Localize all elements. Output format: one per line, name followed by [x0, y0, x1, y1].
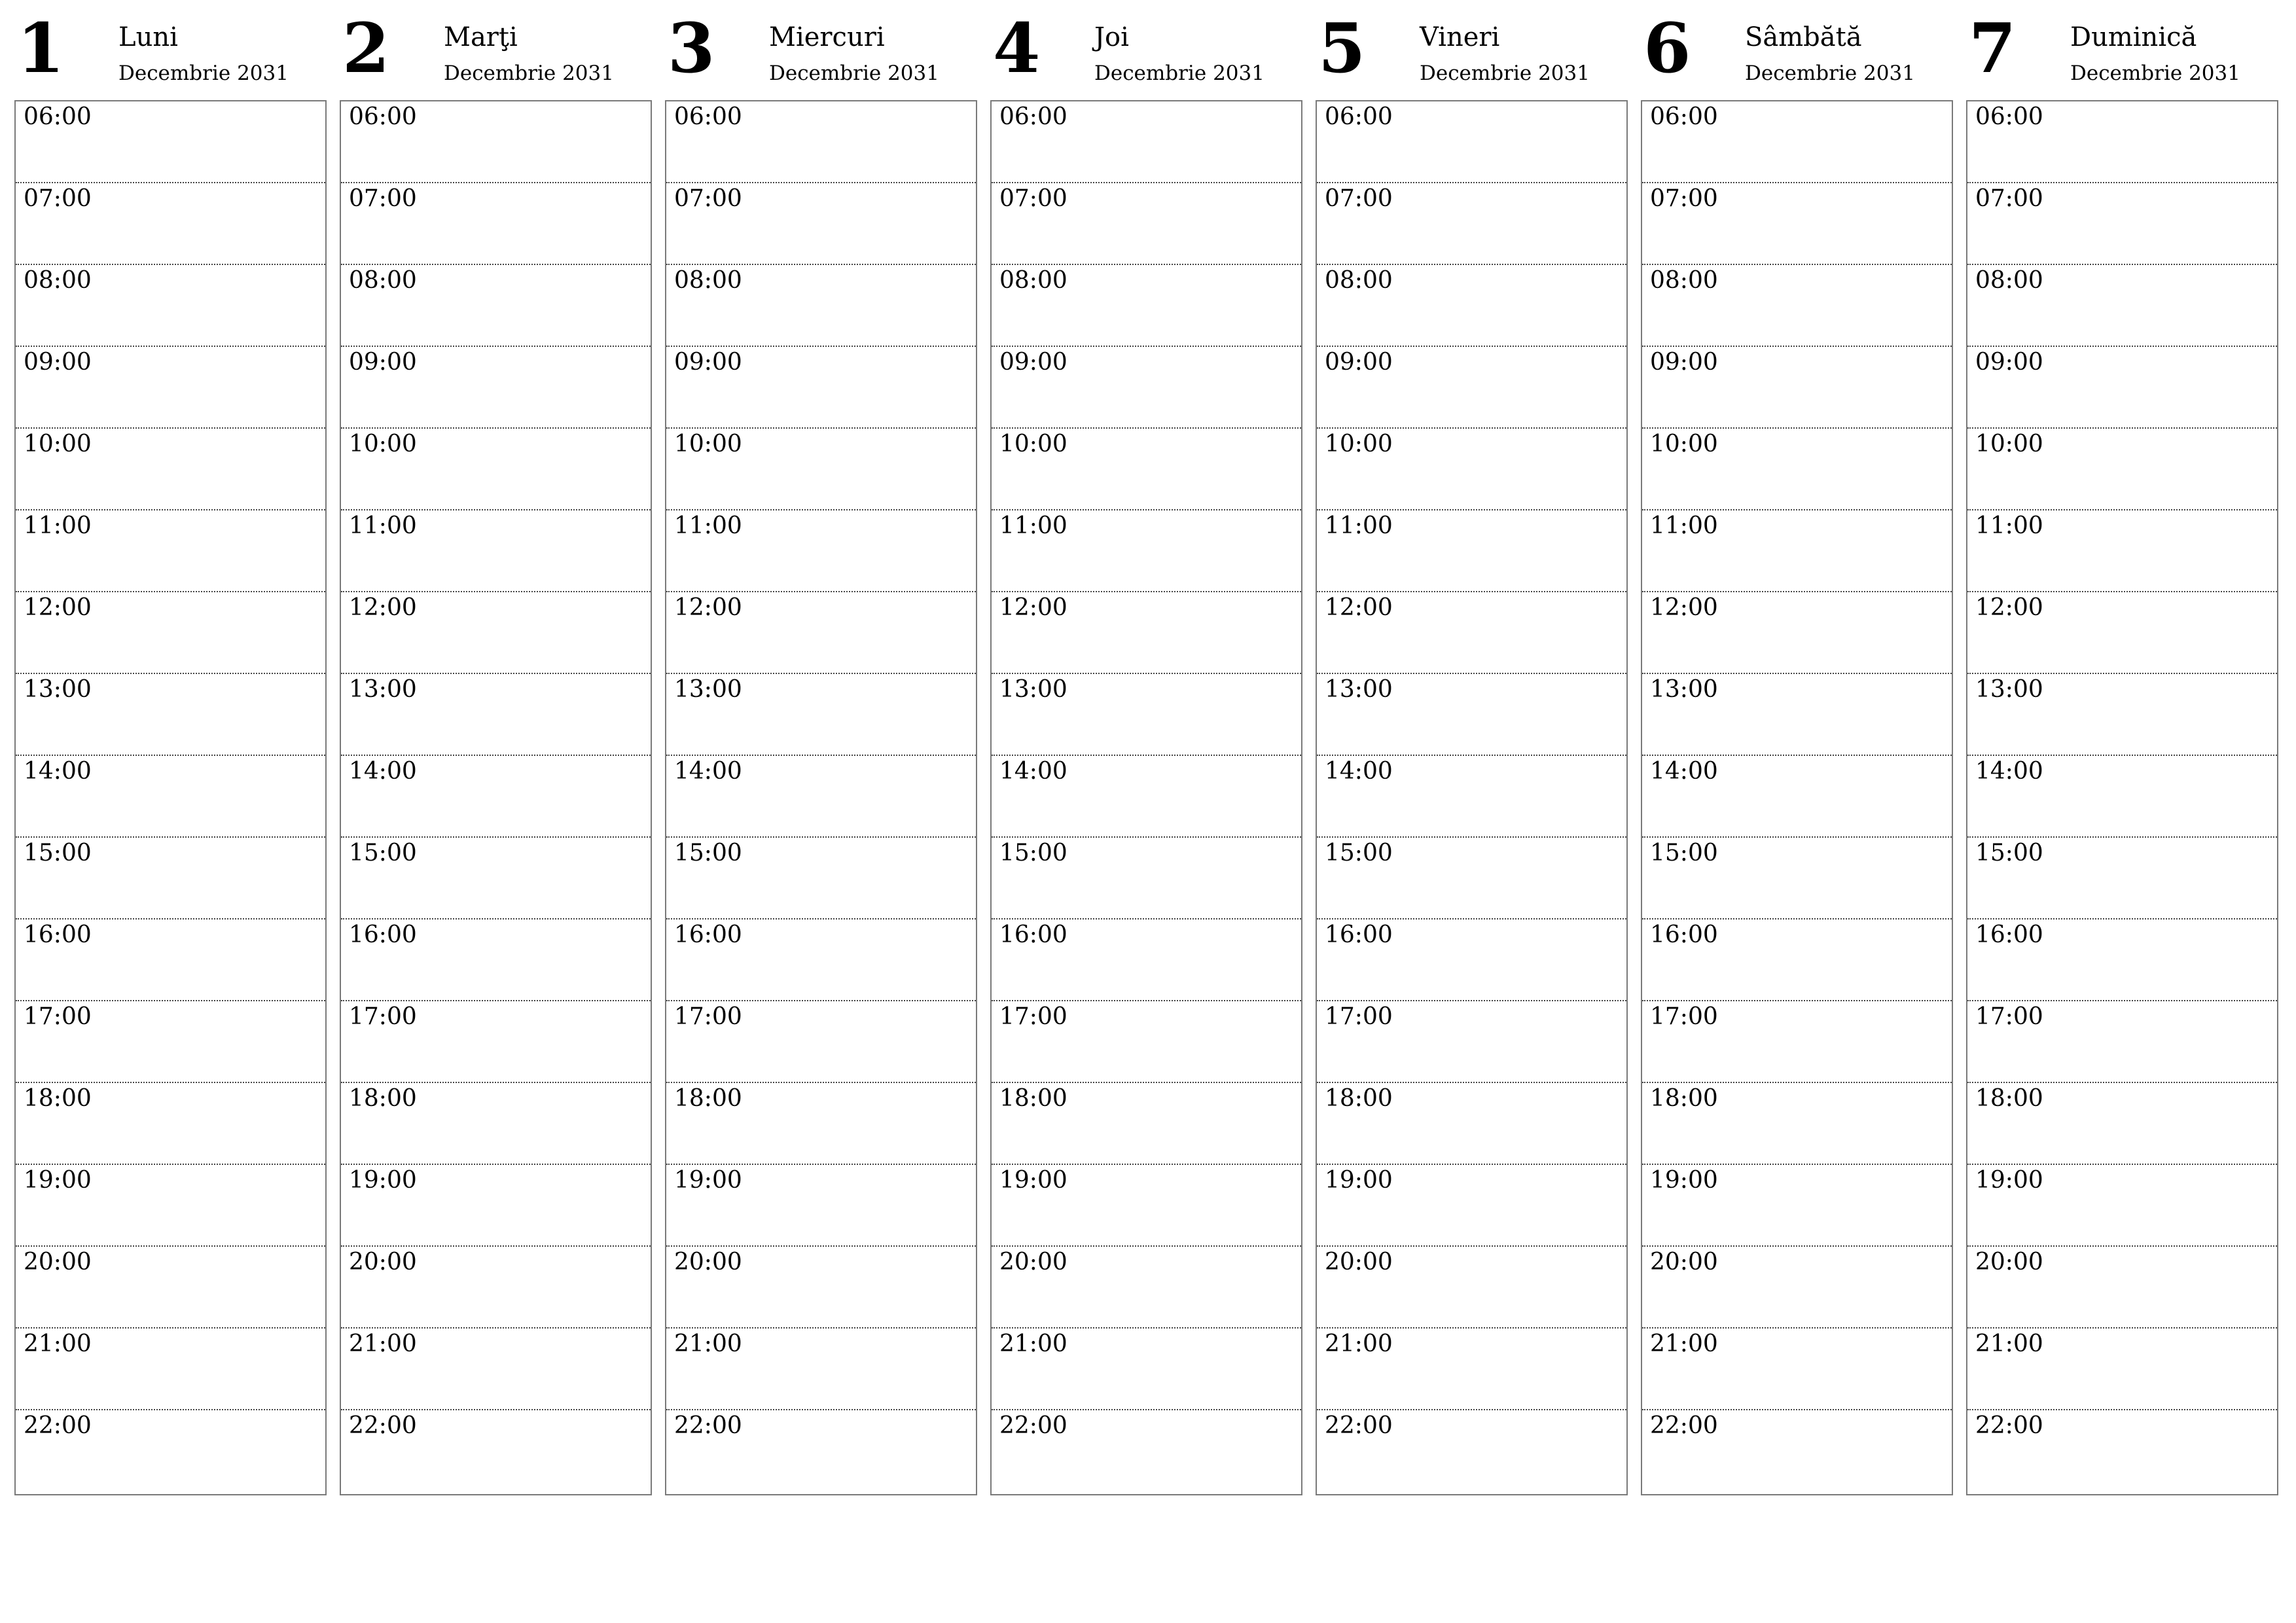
time-slot-label: 20:00 — [1650, 1249, 1718, 1275]
time-slot-label: 18:00 — [674, 1085, 742, 1112]
time-slot-label: 21:00 — [999, 1330, 1067, 1357]
day-name: Joi — [1094, 22, 1129, 52]
time-slot-label: 18:00 — [349, 1085, 417, 1112]
time-slot[interactable] — [1642, 674, 1952, 756]
time-slot-label: 10:00 — [1325, 431, 1393, 457]
time-slot-label: 18:00 — [1650, 1085, 1718, 1112]
time-slot[interactable] — [16, 1083, 325, 1165]
day-schedule-box — [14, 100, 327, 1495]
time-slot-label: 20:00 — [24, 1249, 92, 1275]
time-slot[interactable] — [341, 1247, 651, 1329]
time-slot-label: 09:00 — [999, 349, 1067, 376]
time-slot[interactable] — [1967, 838, 2277, 919]
time-slot[interactable] — [1642, 183, 1952, 265]
time-slot-label: 08:00 — [1975, 267, 2043, 294]
time-slot[interactable] — [1967, 1001, 2277, 1083]
time-slot[interactable] — [666, 101, 976, 183]
time-slot-label: 11:00 — [24, 512, 92, 539]
time-slot[interactable] — [666, 1410, 976, 1492]
time-slot[interactable] — [1317, 1329, 1626, 1410]
day-column — [1966, 0, 2278, 1499]
time-slot-label: 22:00 — [349, 1412, 417, 1439]
time-slot-label: 22:00 — [674, 1412, 742, 1439]
time-slot[interactable] — [16, 1247, 325, 1329]
time-slot[interactable] — [341, 838, 651, 919]
time-slot-label: 09:00 — [24, 349, 92, 376]
time-slot-label: 15:00 — [1325, 840, 1393, 866]
time-slot[interactable] — [1317, 919, 1626, 1001]
time-slot[interactable] — [16, 101, 325, 183]
time-slot-label: 12:00 — [1650, 594, 1718, 621]
time-slot-label: 09:00 — [1650, 349, 1718, 376]
time-slot-label: 15:00 — [24, 840, 92, 866]
time-slot[interactable] — [666, 756, 976, 838]
time-slot[interactable] — [1642, 1165, 1952, 1247]
day-month-year: Decembrie 2031 — [2070, 62, 2240, 85]
day-number: 5 — [1318, 8, 1366, 88]
time-slot-label: 20:00 — [349, 1249, 417, 1275]
time-slot-label: 17:00 — [1650, 1003, 1718, 1030]
time-slot-label: 08:00 — [24, 267, 92, 294]
time-slot-label: 18:00 — [24, 1085, 92, 1112]
time-slot[interactable] — [992, 101, 1301, 183]
time-slot-label: 06:00 — [349, 103, 417, 130]
time-slot[interactable] — [666, 674, 976, 756]
time-slot-label: 10:00 — [999, 431, 1067, 457]
time-slot-label: 11:00 — [999, 512, 1067, 539]
time-slot-label: 10:00 — [1975, 431, 2043, 457]
time-slot-label: 10:00 — [349, 431, 417, 457]
time-slot-label: 15:00 — [1975, 840, 2043, 866]
time-slot-label: 08:00 — [1325, 267, 1393, 294]
time-slot[interactable] — [1642, 592, 1952, 674]
time-slot[interactable] — [1317, 1410, 1626, 1492]
time-slot-label: 19:00 — [1325, 1167, 1393, 1194]
day-schedule-box — [1316, 100, 1628, 1495]
day-schedule-box — [665, 100, 977, 1495]
time-slot-label: 13:00 — [999, 676, 1067, 703]
time-slot[interactable] — [1642, 429, 1952, 510]
time-slot[interactable] — [16, 1410, 325, 1492]
time-slot-label: 10:00 — [24, 431, 92, 457]
time-slot[interactable] — [1642, 101, 1952, 183]
weekly-planner — [14, 0, 2282, 1499]
time-slot[interactable] — [1317, 265, 1626, 347]
time-slot[interactable] — [341, 1329, 651, 1410]
time-slot-label: 12:00 — [349, 594, 417, 621]
time-slot-label: 15:00 — [999, 840, 1067, 866]
time-slot-label: 11:00 — [1325, 512, 1393, 539]
time-slot[interactable] — [1967, 1083, 2277, 1165]
time-slot[interactable] — [1642, 347, 1952, 429]
time-slot[interactable] — [992, 674, 1301, 756]
time-slot-label: 17:00 — [674, 1003, 742, 1030]
time-slot-label: 19:00 — [674, 1167, 742, 1194]
time-slot[interactable] — [341, 1410, 651, 1492]
time-slot[interactable] — [1317, 1247, 1626, 1329]
time-slot-label: 21:00 — [1650, 1330, 1718, 1357]
time-slot-label: 15:00 — [674, 840, 742, 866]
time-slot-label: 13:00 — [24, 676, 92, 703]
day-number: 2 — [342, 8, 390, 88]
time-slot[interactable] — [16, 429, 325, 510]
time-slot[interactable] — [16, 674, 325, 756]
time-slot[interactable] — [992, 183, 1301, 265]
time-slot-label: 17:00 — [24, 1003, 92, 1030]
time-slot[interactable] — [666, 183, 976, 265]
time-slot[interactable] — [1967, 1329, 2277, 1410]
time-slot-label: 08:00 — [999, 267, 1067, 294]
time-slot-label: 16:00 — [1975, 921, 2043, 948]
time-slot-label: 12:00 — [24, 594, 92, 621]
time-slot[interactable] — [992, 592, 1301, 674]
time-slot[interactable] — [16, 1165, 325, 1247]
day-schedule-box — [990, 100, 1302, 1495]
day-column — [1641, 0, 1953, 1499]
day-column — [990, 0, 1302, 1499]
time-slot-label: 06:00 — [24, 103, 92, 130]
day-number: 1 — [17, 8, 65, 88]
time-slot[interactable] — [1642, 1083, 1952, 1165]
time-slot-label: 18:00 — [1325, 1085, 1393, 1112]
time-slot-label: 12:00 — [1975, 594, 2043, 621]
day-name: Miercuri — [769, 22, 885, 52]
day-month-year: Decembrie 2031 — [769, 62, 939, 85]
time-slot-label: 21:00 — [349, 1330, 417, 1357]
time-slot[interactable] — [666, 429, 976, 510]
day-name: Duminică — [2070, 22, 2197, 52]
day-number: 7 — [1969, 8, 2017, 88]
time-slot-label: 16:00 — [1325, 921, 1393, 948]
time-slot[interactable] — [666, 1165, 976, 1247]
time-slot-label: 07:00 — [674, 185, 742, 212]
time-slot-label: 19:00 — [999, 1167, 1067, 1194]
time-slot-label: 14:00 — [349, 758, 417, 785]
time-slot[interactable] — [341, 756, 651, 838]
time-slot[interactable] — [16, 183, 325, 265]
time-slot-label: 08:00 — [349, 267, 417, 294]
time-slot[interactable] — [16, 265, 325, 347]
time-slot[interactable] — [1967, 429, 2277, 510]
time-slot-label: 22:00 — [1975, 1412, 2043, 1439]
time-slot-label: 20:00 — [1975, 1249, 2043, 1275]
day-column — [14, 0, 327, 1499]
time-slot[interactable] — [16, 592, 325, 674]
time-slot[interactable] — [1317, 510, 1626, 592]
time-slot-label: 14:00 — [1325, 758, 1393, 785]
time-slot-label: 09:00 — [674, 349, 742, 376]
time-slot-label: 06:00 — [1325, 103, 1393, 130]
day-name: Sâmbătă — [1745, 22, 1862, 52]
time-slot[interactable] — [1317, 592, 1626, 674]
time-slot-label: 21:00 — [24, 1330, 92, 1357]
time-slot[interactable] — [341, 101, 651, 183]
time-slot[interactable] — [1642, 838, 1952, 919]
time-slot[interactable] — [1317, 101, 1626, 183]
day-column — [1316, 0, 1628, 1499]
time-slot-label: 18:00 — [999, 1085, 1067, 1112]
time-slot[interactable] — [666, 838, 976, 919]
day-number: 3 — [668, 8, 715, 88]
time-slot[interactable] — [1642, 756, 1952, 838]
time-slot-label: 08:00 — [674, 267, 742, 294]
day-column — [665, 0, 977, 1499]
time-slot[interactable] — [16, 919, 325, 1001]
time-slot[interactable] — [341, 1083, 651, 1165]
time-slot-label: 16:00 — [999, 921, 1067, 948]
time-slot-label: 20:00 — [1325, 1249, 1393, 1275]
time-slot[interactable] — [992, 1329, 1301, 1410]
time-slot-label: 21:00 — [1975, 1330, 2043, 1357]
time-slot[interactable] — [1642, 919, 1952, 1001]
time-slot-label: 21:00 — [674, 1330, 742, 1357]
time-slot-label: 14:00 — [674, 758, 742, 785]
time-slot-label: 12:00 — [674, 594, 742, 621]
time-slot-label: 06:00 — [1650, 103, 1718, 130]
time-slot[interactable] — [1317, 1165, 1626, 1247]
time-slot[interactable] — [992, 1001, 1301, 1083]
time-slot-label: 18:00 — [1975, 1085, 2043, 1112]
time-slot-label: 14:00 — [24, 758, 92, 785]
time-slot[interactable] — [992, 347, 1301, 429]
time-slot-label: 17:00 — [1975, 1003, 2043, 1030]
day-month-year: Decembrie 2031 — [1094, 62, 1265, 85]
day-schedule-box — [1641, 100, 1953, 1495]
time-slot-label: 22:00 — [1650, 1412, 1718, 1439]
time-slot-label: 11:00 — [674, 512, 742, 539]
time-slot-label: 14:00 — [999, 758, 1067, 785]
time-slot-label: 20:00 — [999, 1249, 1067, 1275]
time-slot[interactable] — [1317, 347, 1626, 429]
time-slot-label: 07:00 — [1650, 185, 1718, 212]
day-name: Marţi — [444, 22, 518, 52]
time-slot-label: 17:00 — [349, 1003, 417, 1030]
time-slot-label: 19:00 — [1650, 1167, 1718, 1194]
time-slot[interactable] — [1967, 1165, 2277, 1247]
time-slot[interactable] — [16, 510, 325, 592]
time-slot-label: 06:00 — [674, 103, 742, 130]
time-slot[interactable] — [1967, 347, 2277, 429]
time-slot[interactable] — [1967, 101, 2277, 183]
time-slot[interactable] — [1317, 674, 1626, 756]
time-slot[interactable] — [992, 1083, 1301, 1165]
time-slot[interactable] — [341, 265, 651, 347]
time-slot-label: 22:00 — [24, 1412, 92, 1439]
time-slot[interactable] — [341, 183, 651, 265]
time-slot-label: 20:00 — [674, 1249, 742, 1275]
time-slot[interactable] — [16, 838, 325, 919]
time-slot-label: 09:00 — [1975, 349, 2043, 376]
time-slot[interactable] — [1967, 674, 2277, 756]
time-slot[interactable] — [341, 674, 651, 756]
day-number: 6 — [1643, 8, 1691, 88]
time-slot-label: 13:00 — [1650, 676, 1718, 703]
time-slot-label: 16:00 — [1650, 921, 1718, 948]
time-slot-label: 13:00 — [1975, 676, 2043, 703]
time-slot-label: 16:00 — [674, 921, 742, 948]
time-slot-label: 16:00 — [349, 921, 417, 948]
time-slot-label: 09:00 — [1325, 349, 1393, 376]
time-slot-label: 17:00 — [1325, 1003, 1393, 1030]
day-month-year: Decembrie 2031 — [444, 62, 614, 85]
time-slot[interactable] — [1317, 1001, 1626, 1083]
time-slot[interactable] — [992, 756, 1301, 838]
time-slot-label: 07:00 — [24, 185, 92, 212]
time-slot[interactable] — [992, 429, 1301, 510]
day-number: 4 — [993, 8, 1041, 88]
day-schedule-box — [1966, 100, 2278, 1495]
day-schedule-box — [340, 100, 652, 1495]
time-slot-label: 07:00 — [349, 185, 417, 212]
day-month-year: Decembrie 2031 — [118, 62, 289, 85]
time-slot[interactable] — [1967, 183, 2277, 265]
time-slot[interactable] — [341, 1165, 651, 1247]
time-slot[interactable] — [1642, 1410, 1952, 1492]
time-slot[interactable] — [1317, 838, 1626, 919]
time-slot-label: 12:00 — [999, 594, 1067, 621]
day-name: Luni — [118, 22, 178, 52]
time-slot[interactable] — [341, 510, 651, 592]
time-slot[interactable] — [666, 1329, 976, 1410]
time-slot[interactable] — [666, 265, 976, 347]
time-slot[interactable] — [1967, 510, 2277, 592]
time-slot-label: 15:00 — [349, 840, 417, 866]
time-slot[interactable] — [1317, 429, 1626, 510]
time-slot[interactable] — [666, 919, 976, 1001]
time-slot[interactable] — [666, 347, 976, 429]
time-slot[interactable] — [992, 1247, 1301, 1329]
time-slot-label: 13:00 — [349, 676, 417, 703]
time-slot-label: 09:00 — [349, 349, 417, 376]
time-slot-label: 15:00 — [1650, 840, 1718, 866]
time-slot-label: 11:00 — [1650, 512, 1718, 539]
time-slot[interactable] — [666, 1083, 976, 1165]
time-slot-label: 14:00 — [1650, 758, 1718, 785]
time-slot[interactable] — [992, 919, 1301, 1001]
time-slot[interactable] — [16, 347, 325, 429]
day-name: Vineri — [1420, 22, 1500, 52]
time-slot-label: 21:00 — [1325, 1330, 1393, 1357]
time-slot[interactable] — [1642, 510, 1952, 592]
time-slot[interactable] — [1317, 183, 1626, 265]
time-slot[interactable] — [1317, 756, 1626, 838]
time-slot[interactable] — [1967, 1410, 2277, 1492]
day-month-year: Decembrie 2031 — [1745, 62, 1915, 85]
time-slot[interactable] — [16, 1001, 325, 1083]
time-slot[interactable] — [341, 1001, 651, 1083]
time-slot[interactable] — [341, 429, 651, 510]
time-slot-label: 06:00 — [1975, 103, 2043, 130]
time-slot-label: 10:00 — [1650, 431, 1718, 457]
time-slot-label: 07:00 — [1975, 185, 2043, 212]
time-slot[interactable] — [992, 265, 1301, 347]
time-slot[interactable] — [666, 1001, 976, 1083]
time-slot[interactable] — [1967, 919, 2277, 1001]
time-slot-label: 07:00 — [1325, 185, 1393, 212]
time-slot[interactable] — [1317, 1083, 1626, 1165]
time-slot[interactable] — [992, 1410, 1301, 1492]
time-slot-label: 10:00 — [674, 431, 742, 457]
time-slot-label: 19:00 — [349, 1167, 417, 1194]
time-slot-label: 16:00 — [24, 921, 92, 948]
time-slot[interactable] — [341, 919, 651, 1001]
time-slot[interactable] — [16, 1329, 325, 1410]
time-slot[interactable] — [1967, 592, 2277, 674]
time-slot-label: 22:00 — [1325, 1412, 1393, 1439]
time-slot[interactable] — [1967, 756, 2277, 838]
time-slot-label: 11:00 — [349, 512, 417, 539]
time-slot-label: 13:00 — [1325, 676, 1393, 703]
time-slot-label: 06:00 — [999, 103, 1067, 130]
time-slot-label: 19:00 — [1975, 1167, 2043, 1194]
time-slot-label: 11:00 — [1975, 512, 2043, 539]
time-slot-label: 17:00 — [999, 1003, 1067, 1030]
time-slot-label: 08:00 — [1650, 267, 1718, 294]
time-slot[interactable] — [666, 592, 976, 674]
time-slot-label: 19:00 — [24, 1167, 92, 1194]
time-slot-label: 22:00 — [999, 1412, 1067, 1439]
time-slot[interactable] — [16, 756, 325, 838]
time-slot[interactable] — [1967, 1247, 2277, 1329]
time-slot-label: 14:00 — [1975, 758, 2043, 785]
time-slot[interactable] — [1642, 265, 1952, 347]
time-slot[interactable] — [666, 510, 976, 592]
time-slot[interactable] — [666, 1247, 976, 1329]
time-slot[interactable] — [341, 592, 651, 674]
day-month-year: Decembrie 2031 — [1420, 62, 1590, 85]
time-slot[interactable] — [1642, 1247, 1952, 1329]
time-slot[interactable] — [992, 1165, 1301, 1247]
time-slot-label: 12:00 — [1325, 594, 1393, 621]
time-slot[interactable] — [341, 347, 651, 429]
time-slot-label: 13:00 — [674, 676, 742, 703]
day-column — [340, 0, 652, 1499]
time-slot-label: 07:00 — [999, 185, 1067, 212]
time-slot[interactable] — [1967, 265, 2277, 347]
time-slot[interactable] — [1642, 1001, 1952, 1083]
time-slot[interactable] — [992, 510, 1301, 592]
time-slot[interactable] — [1642, 1329, 1952, 1410]
time-slot[interactable] — [992, 838, 1301, 919]
